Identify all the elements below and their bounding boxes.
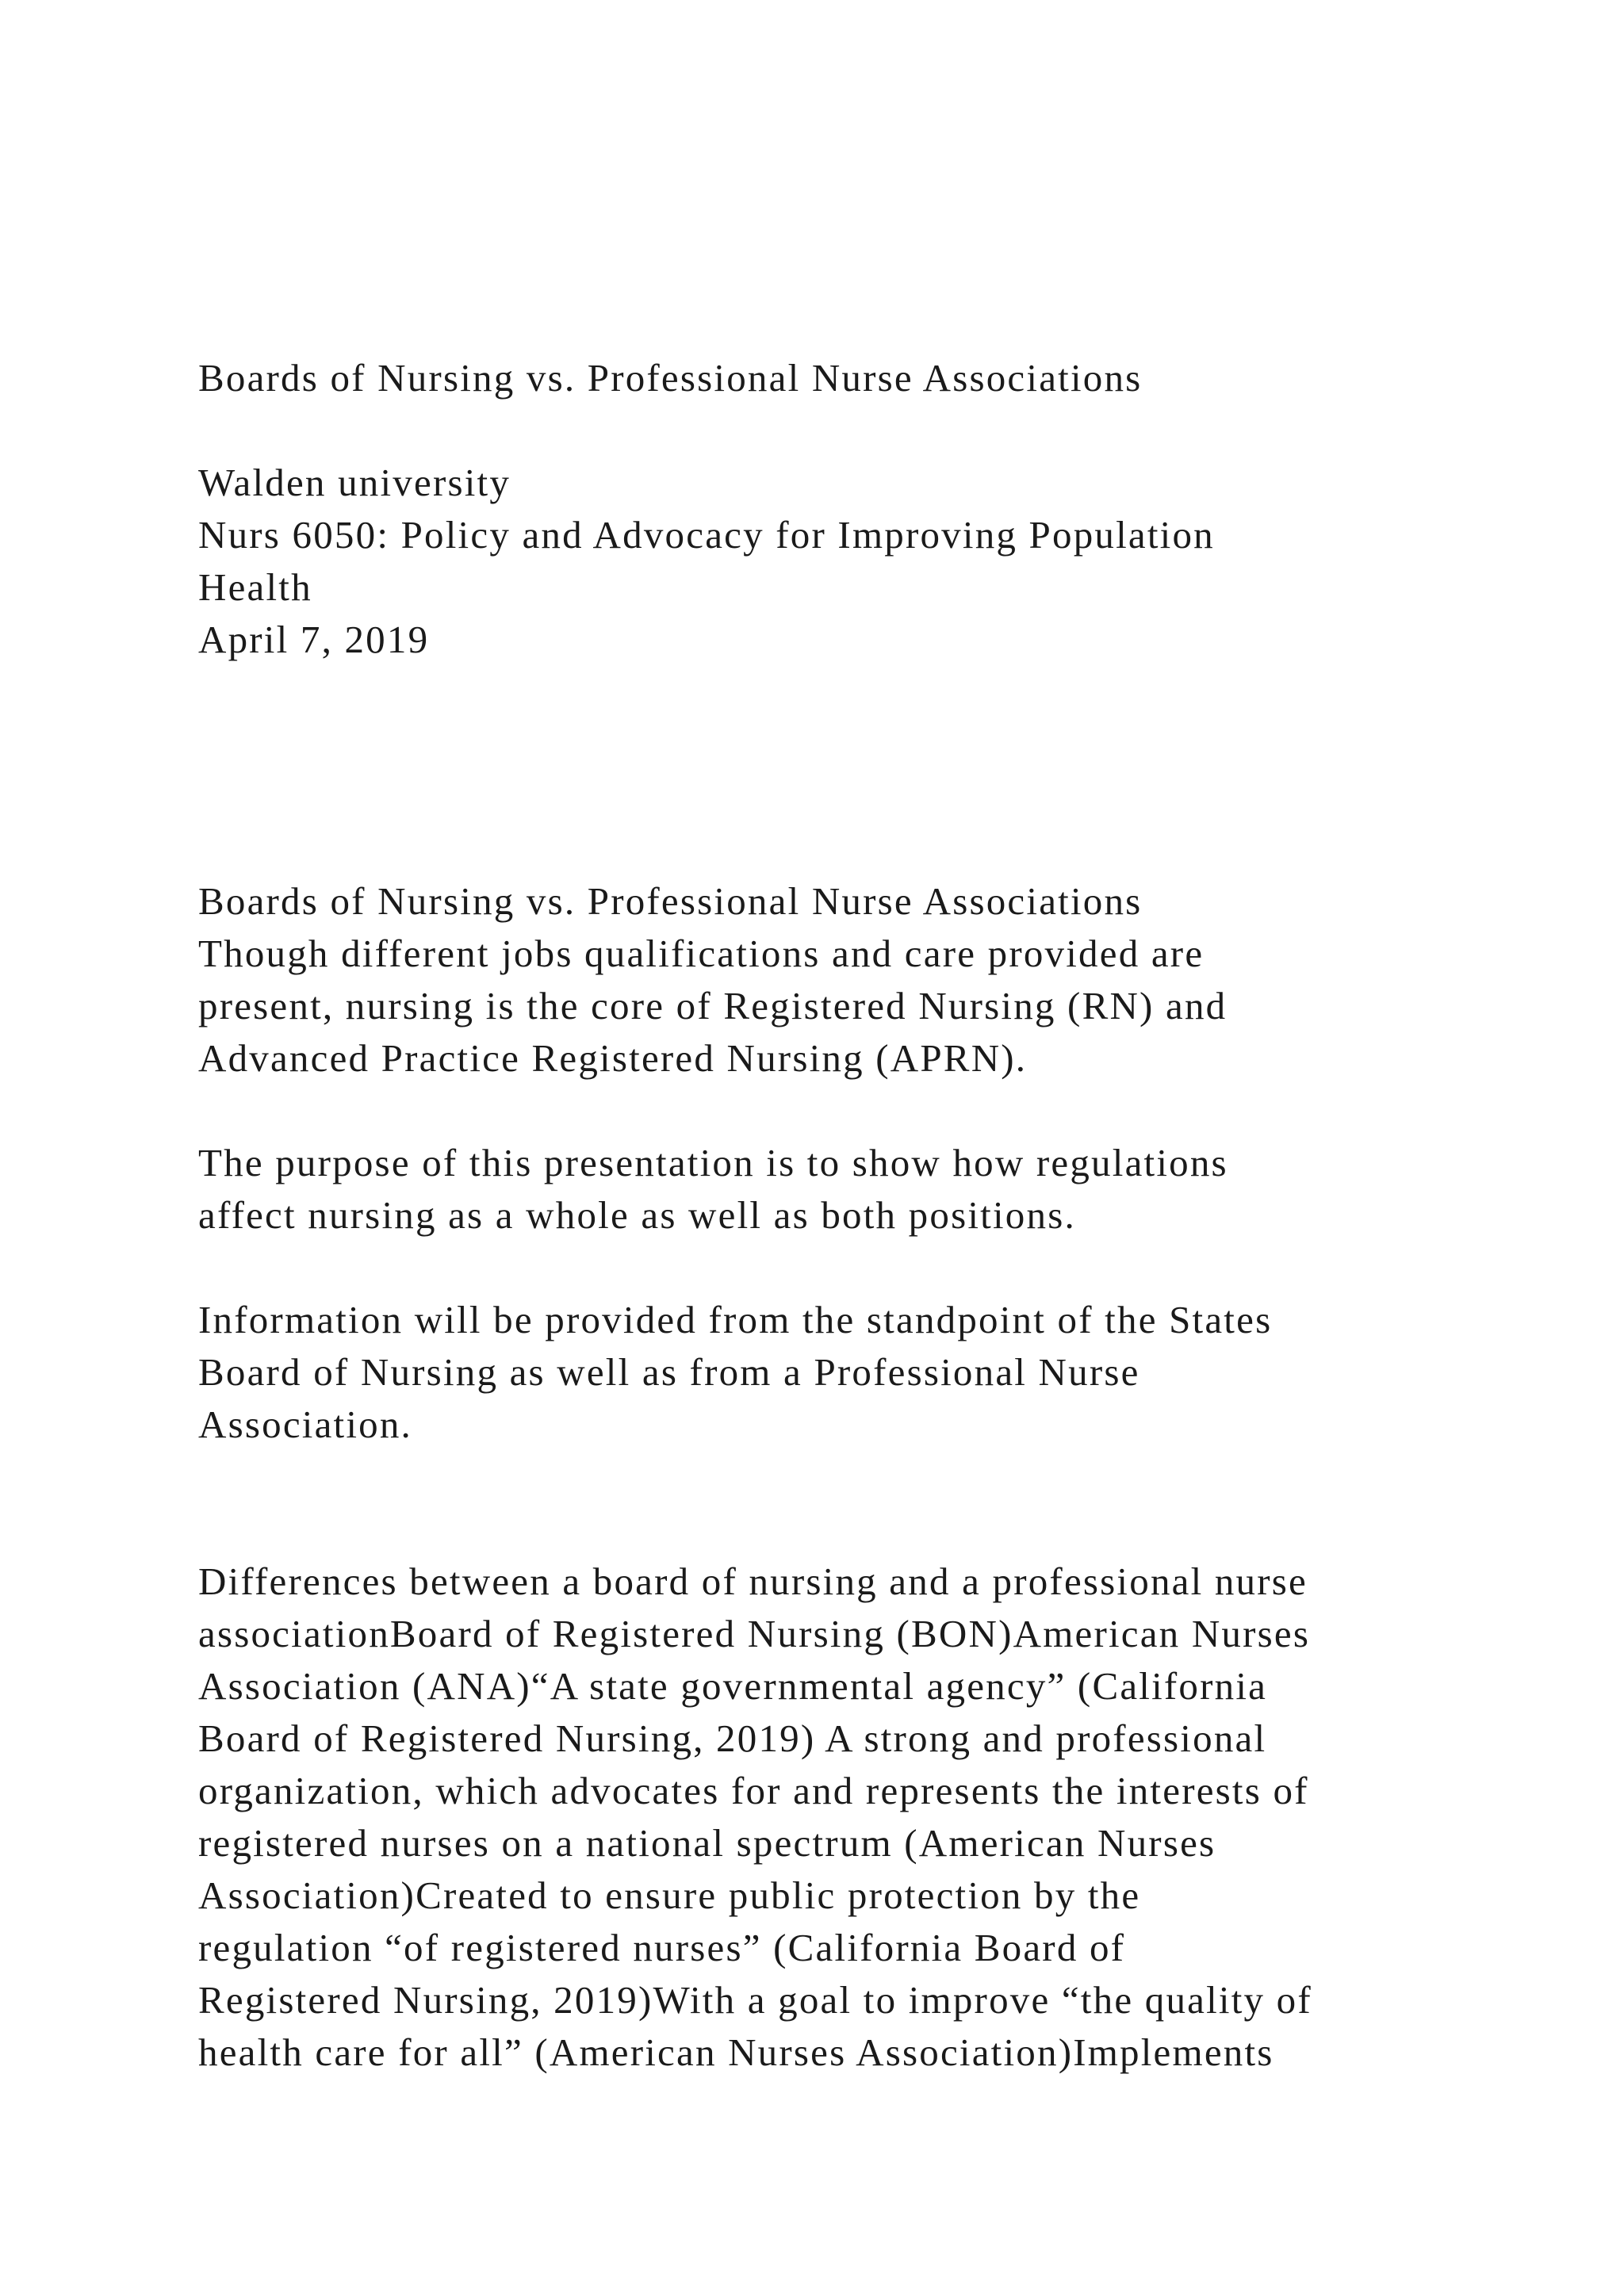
course-line-continued: Health (198, 565, 312, 609)
body-line: Association (ANA)“A state governmental agency” (California (198, 1664, 1268, 1708)
body-line: Board of Nursing as well as from a Professional Nurse (198, 1350, 1140, 1394)
body-line: associationBoard of Registered Nursing (BON)American Nurses (198, 1612, 1311, 1655)
body-line: Association. (198, 1402, 413, 1446)
section-heading: Boards of Nursing vs. Professional Nurse Associations (198, 879, 1143, 923)
body-line: health care for all” (American Nurses Association)Implements (198, 2030, 1274, 2074)
body-line: Differences between a board of nursing and a professional nurse (198, 1559, 1308, 1603)
body-line: Board of Registered Nursing, 2019) A strong and professional (198, 1716, 1267, 1760)
body-line: The purpose of this presentation is to show how regulations (198, 1141, 1228, 1184)
body-line: registered nurses on a national spectrum (American Nurses (198, 1821, 1216, 1865)
title-line: Boards of Nursing vs. Professional Nurse Associations (198, 356, 1143, 400)
body-line: affect nursing as a whole as well as both positions. (198, 1193, 1076, 1237)
course-line: Nurs 6050: Policy and Advocacy for Improving Population (198, 513, 1215, 557)
body-line: Registered Nursing, 2019)With a goal to improve “the quality of (198, 1978, 1312, 2022)
body-line: Though different jobs qualifications and care provided are (198, 932, 1205, 975)
body-line: organization, which advocates for and represents the interests of (198, 1769, 1309, 1812)
body-line: regulation “of registered nurses” (California Board of (198, 1926, 1126, 1969)
university-line: Walden university (198, 461, 511, 504)
body-line: Association)Created to ensure public protection by the (198, 1873, 1141, 1917)
body-line: present, nursing is the core of Registered Nursing (RN) and (198, 984, 1228, 1027)
body-line: Advanced Practice Registered Nursing (APRN). (198, 1036, 1028, 1080)
date-line: April 7, 2019 (198, 618, 430, 661)
body-line: Information will be provided from the standpoint of the States (198, 1298, 1273, 1341)
